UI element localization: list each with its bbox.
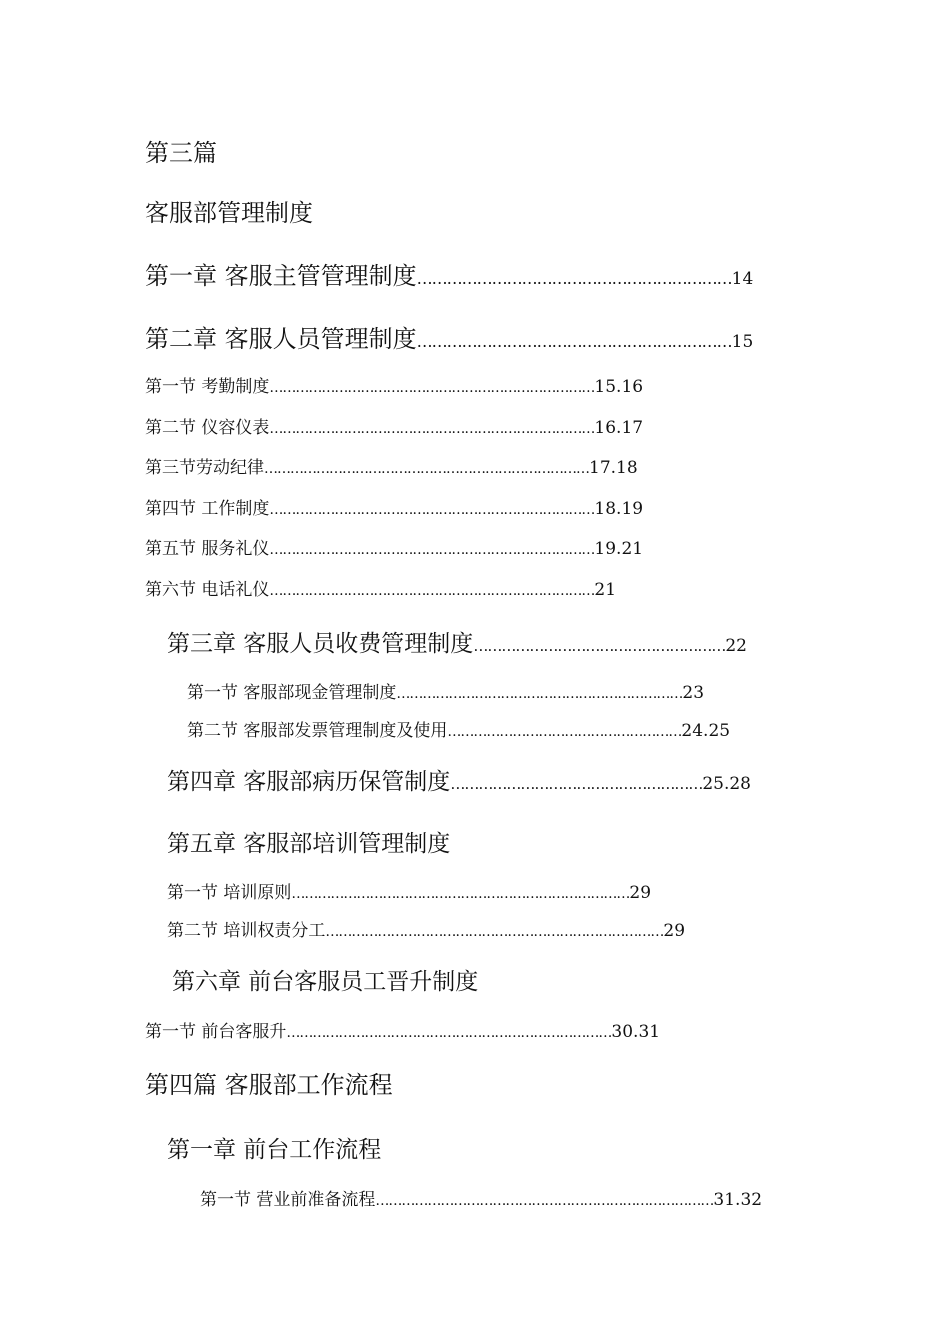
page-number: 29: [663, 921, 686, 941]
toc-entry: [200, 1192, 762, 1209]
leader-dots: …………………………………………………………………: [269, 380, 595, 396]
toc-text: 第四节 工作制度: [145, 499, 270, 519]
toc-text: 第五节 服务礼仪: [145, 539, 270, 559]
toc-entry: [145, 327, 753, 351]
page-number: 18.19: [594, 499, 644, 519]
leader-dots: ………………………………………………: [447, 724, 682, 740]
part-four-heading: [145, 1073, 393, 1097]
toc-entry: [187, 723, 730, 740]
toc-entry: [145, 420, 643, 437]
toc-entry: [145, 264, 753, 288]
toc-text: 第一章 前台工作流程: [167, 1137, 382, 1163]
page-number: 24.25: [681, 721, 731, 741]
toc-entry: [145, 541, 643, 558]
page-number: 17.18: [589, 458, 638, 478]
toc-entry: [187, 685, 704, 702]
toc-text: 第一节 客服部现金管理制度: [187, 683, 397, 703]
toc-text: 第三章 客服人员收费管理制度: [167, 631, 474, 657]
chapter-heading: [172, 971, 478, 994]
toc-text: 第四篇 客服部工作流程: [145, 1071, 393, 1099]
page-number: 14: [731, 269, 754, 289]
toc-text: 第一节 考勤制度: [145, 377, 270, 397]
toc-text: 第二节 培训权责分工: [167, 921, 326, 941]
page-number: 22: [725, 636, 747, 656]
toc-text: 第一节 营业前准备流程: [200, 1190, 376, 1210]
toc-entry: [145, 1024, 660, 1041]
toc-entry: [167, 771, 751, 794]
leader-dots: …………………………………………………………………: [269, 421, 595, 437]
toc-text: 第一节 前台客服升: [145, 1022, 287, 1042]
leader-dots: ………………………………………………………: [416, 269, 732, 288]
toc-entry: [145, 460, 638, 477]
toc-entry: [167, 885, 651, 902]
toc-text: 第二章 客服人员管理制度: [145, 325, 417, 353]
leader-dots: …………………………………………………………………: [269, 542, 595, 558]
toc-entry: [167, 633, 747, 656]
toc-text: 第三篇: [145, 139, 217, 167]
toc-text: 客服部管理制度: [145, 199, 313, 227]
toc-entry: [145, 379, 643, 396]
toc-text: 第五章 客服部培训管理制度: [167, 831, 451, 857]
page-number: 29: [629, 883, 652, 903]
toc-text: 第一节 培训原则: [167, 883, 292, 903]
part-three-heading: [145, 141, 217, 165]
part-three-title: [145, 201, 313, 225]
toc-text: 第六节 电话礼仪: [145, 580, 270, 600]
leader-dots: …………………………………………………………………: [286, 1025, 612, 1041]
toc-text: 第六章 前台客服员工晋升制度: [172, 969, 479, 995]
leader-dots: ………………………………………………: [450, 775, 703, 793]
page-number: 15: [731, 332, 754, 352]
page-number: 21: [594, 580, 617, 600]
leader-dots: ………………………………………………: [473, 637, 726, 655]
page-number: 16.17: [594, 418, 644, 438]
page-number: 15.16: [594, 377, 644, 397]
toc-text: 第一章 客服主管管理制度: [145, 262, 417, 290]
leader-dots: …………………………………………………………………: [269, 502, 595, 518]
page-number: 19.21: [594, 539, 644, 559]
chapter-heading: [167, 833, 450, 856]
toc-entry: [167, 923, 685, 940]
page-number: 25.28: [702, 774, 751, 794]
page-number: 30.31: [611, 1022, 661, 1042]
leader-dots: ………………………………………………………: [416, 332, 732, 351]
leader-dots: ……………………………………………………………………: [375, 1193, 714, 1209]
leader-dots: …………………………………………………………: [396, 686, 683, 702]
leader-dots: …………………………………………………………………: [264, 461, 589, 477]
page-number: 31.32: [713, 1190, 763, 1210]
toc-text: 第二节 客服部发票管理制度及使用: [187, 721, 448, 741]
chapter-heading: [167, 1139, 381, 1162]
leader-dots: …………………………………………………………………: [269, 583, 595, 599]
leader-dots: ……………………………………………………………………: [325, 924, 664, 940]
toc-text: 第四章 客服部病历保管制度: [167, 769, 451, 795]
page-number: 23: [682, 683, 705, 703]
toc-entry: [145, 582, 616, 599]
leader-dots: ……………………………………………………………………: [291, 886, 630, 902]
toc-text: 第三节劳动纪律: [145, 458, 264, 478]
toc-text: 第二节 仪容仪表: [145, 418, 270, 438]
toc-entry: [145, 501, 643, 518]
